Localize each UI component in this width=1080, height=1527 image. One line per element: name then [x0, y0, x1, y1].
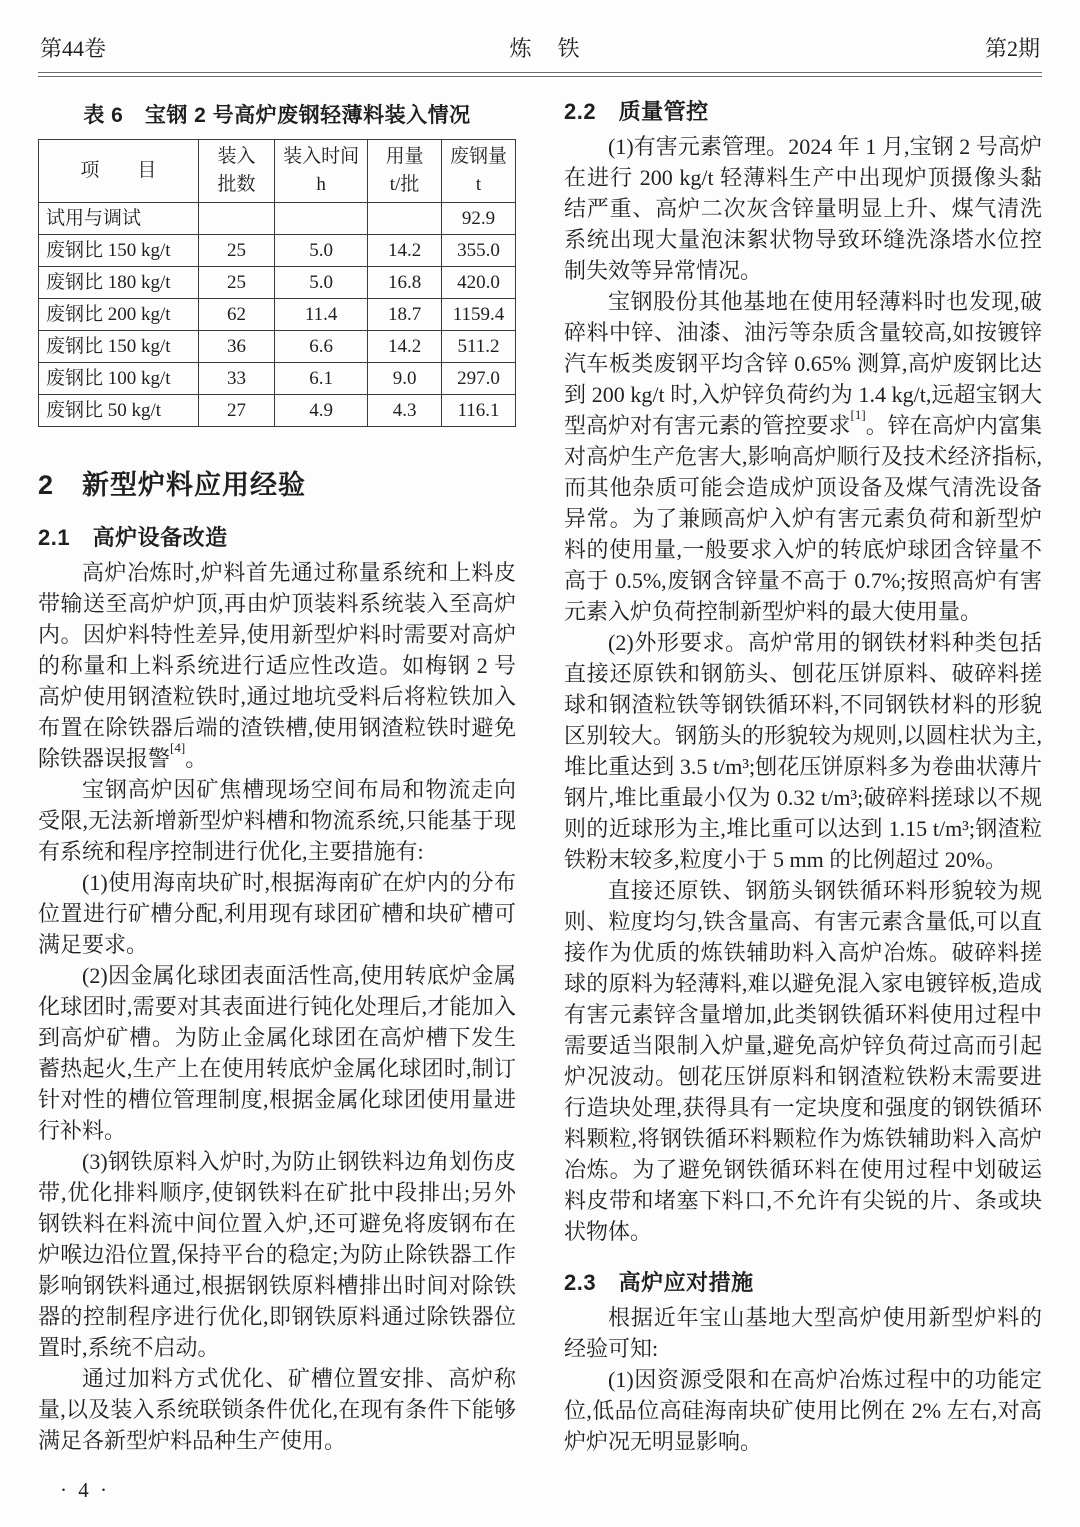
- table-cell: 9.0: [368, 363, 442, 395]
- two-column-body: [38, 83, 1042, 1457]
- row-label: 试用与调试: [39, 203, 199, 235]
- table-cell: 420.0: [442, 267, 516, 299]
- table-cell: 511.2: [442, 331, 516, 363]
- paragraph: (2)外形要求。高炉常用的钢铁材料种类包括直接还原铁和钢筋头、刨花压饼原料、破碎料搓球和钢渣粒铁等钢铁循环料,不同钢铁材料的形貌区别较大。钢筋头的形貌较为规则,以圆柱状为主,堆比重达到 3.5 t/m³;刨花压饼原料多为卷曲状薄片钢片,堆比重最小仅为 0.32 t/m³;破碎料搓球以不规则的近球形为主,堆比重可以达到 1.15 t/m³;钢渣粒铁粉末较多,粒度小于 5 mm 的比例超过 20%。: [564, 630, 1042, 872]
- paragraph: 根据近年宝山基地大型高炉使用新型炉料的经验可知:: [564, 1305, 1042, 1361]
- paragraph: 宝钢股份其他基地在使用轻薄料时也发现,破碎料中锌、油漆、油污等杂质含量较高,如按镀锌汽车板类废钢平均含锌 0.65% 测算,高炉废钢比达到 200 kg/t 时,入炉锌负荷约为 1.4 kg/t,远超宝钢大型高炉对有害元素的管控要求[1]。锌在高炉内富集对高炉生产危害大,影响高炉顺行及技术经济指标,而其他杂质可能会造成炉顶设备及煤气清洗设备异常。为了兼顾高炉入炉有害元素负荷和新型炉料的使用量,一般要求入炉的转底炉球团含锌量不高于 0.5%,废钢含锌量不高于 0.7%;按照高炉有害元素入炉负荷控制新型炉料的最大使用量。: [564, 289, 1042, 624]
- table-header: [39, 140, 516, 203]
- section-2-heading: 2 新型炉料应用经验: [38, 470, 307, 500]
- table-cell: 27: [198, 395, 274, 427]
- header-double-rule: [38, 72, 1042, 77]
- left-column: [38, 83, 516, 1457]
- table-body: [39, 203, 516, 427]
- issue-label: 第2期: [984, 36, 1040, 61]
- table-row: [39, 331, 516, 363]
- paragraph: (1)有害元素管理。2024 年 1 月,宝钢 2 号高炉在进行 200 kg/t 轻薄料生产中出现炉顶摄像头黏结严重、高炉二次灰含锌量明显上升、煤气清洗系统出现大量泡沫絮状物导致环缝洗涤塔水位控制失效等异常情况。: [564, 134, 1042, 283]
- table-row: [39, 203, 516, 235]
- table-cell: 36: [198, 331, 274, 363]
- paragraph: 宝钢高炉因矿焦槽现场空间布局和物流走向受限,无法新增新型炉料槽和物流系统,只能基于现有系统和程序控制进行优化,主要措施有:: [38, 777, 516, 864]
- paragraph: (1)因资源受限和在高炉冶炼过程中的功能定位,低品位高硅海南块矿使用比例在 2% 左右,对高炉炉况无明显影响。: [564, 1367, 1042, 1454]
- paragraph: 通过加料方式优化、矿槽位置安排、高炉称量,以及装入系统联锁条件优化,在现有条件下能够满足各新型炉料品种生产使用。: [38, 1366, 516, 1453]
- paragraph: (3)钢铁原料入炉时,为防止钢铁料边角划伤皮带,优化排料顺序,使钢铁料在矿批中段排出;另外钢铁料在料流中间位置入炉,还可避免将废钢布在炉喉边沿位置,保持平台的稳定;为防止除铁器工作影响钢铁料通过,根据钢铁原料槽排出时间对除铁器的控制程序进行优化,即钢铁原料通过除铁器位置时,系统不启动。: [38, 1149, 516, 1360]
- section-2-3-paragraphs: [564, 1302, 1042, 1457]
- table-cell: 92.9: [442, 203, 516, 235]
- table-row: [39, 299, 516, 331]
- table-cell: 18.7: [368, 299, 442, 331]
- reference-marker: [4]: [170, 739, 186, 755]
- table-cell: 5.0: [275, 267, 368, 299]
- paragraph: 直接还原铁、钢筋头钢铁循环料形貌较为规则、粒度均匀,铁含量高、有害元素含量低,可以直接作为优质的炼铁辅助料入高炉冶炼。破碎料搓球的原料为轻薄料,难以避免混入家电镀锌板,造成有害元素锌含量增加,此类钢铁循环料使用过程中需要适当限制入炉量,避免高炉锌负荷过高而引起炉况波动。刨花压饼原料和钢渣粒铁粉末需要进行造块处理,获得具有一定块度和强度的钢铁循环料颗粒,将钢铁循环料颗粒作为炼铁辅助料入高炉冶炼。为了避免钢铁循环料在使用过程中划破运料皮带和堵塞下料口,不允许有尖锐的片、条或块状物体。: [564, 878, 1042, 1244]
- table-cell: 16.8: [368, 267, 442, 299]
- running-header: [38, 32, 1042, 72]
- table-cell: 14.2: [368, 331, 442, 363]
- reference-marker: [1]: [850, 406, 866, 422]
- table-cell: 297.0: [442, 363, 516, 395]
- table-cell: 14.2: [368, 235, 442, 267]
- table-cell: [368, 203, 442, 235]
- paragraph: (1)使用海南块矿时,根据海南矿在炉内的分布位置进行矿槽分配,利用现有球团矿槽和块矿槽可满足要求。: [38, 870, 516, 957]
- row-label: 废钢比 100 kg/t: [39, 363, 199, 395]
- paragraph: (2)因金属化球团表面活性高,使用转底炉金属化球团时,需要对其表面进行钝化处理后,才能加入到高炉矿槽。为防止金属化球团在高炉槽下发生蓄热起火,生产上在使用转底炉金属化球团时,制订针对性的槽位管理制度,根据金属化球团使用量进行补料。: [38, 963, 516, 1143]
- table-cell: 355.0: [442, 235, 516, 267]
- row-label: 废钢比 180 kg/t: [39, 267, 199, 299]
- table-cell: 4.9: [275, 395, 368, 427]
- row-label: 废钢比 200 kg/t: [39, 299, 199, 331]
- right-column: [564, 83, 1042, 1457]
- section-2-1-paragraphs: [38, 557, 516, 1456]
- section-2-2-paragraphs: [564, 131, 1042, 1247]
- scrap-loading-table: [38, 139, 516, 427]
- table-caption: 表 6 宝钢 2 号高炉废钢轻薄料装入情况: [83, 104, 471, 127]
- section-2-3-heading: 2.3 高炉应对措施: [564, 1270, 754, 1295]
- table-cell: 4.3: [368, 395, 442, 427]
- paragraph: 高炉冶炼时,炉料首先通过称量系统和上料皮带输送至高炉炉顶,再由炉顶装料系统装入至高炉内。因炉料特性差异,使用新型炉料时需要对高炉的称量和上料系统进行适应性改造。如梅钢 2 号高炉使用钢渣粒铁时,通过地坑受料后将粒铁加入布置在除铁器后端的渣铁槽,使用钢渣粒铁时避免除铁器误报警[4]。: [38, 560, 516, 771]
- section-2-2-heading: 2.2 质量管控: [564, 99, 709, 124]
- table-cell: 33: [198, 363, 274, 395]
- volume-label: 第44卷: [40, 36, 107, 61]
- journal-title: 炼 铁: [509, 36, 582, 61]
- table-cell: [275, 203, 368, 235]
- table-cell: 5.0: [275, 235, 368, 267]
- table-row: [39, 363, 516, 395]
- table-cell: 11.4: [275, 299, 368, 331]
- table-cell: 1159.4: [442, 299, 516, 331]
- table-cell: 6.1: [275, 363, 368, 395]
- column-header: 用量 t/批: [368, 140, 442, 203]
- table-row: [39, 267, 516, 299]
- table-row: [39, 395, 516, 427]
- table-cell: 25: [198, 267, 274, 299]
- table-cell: 62: [198, 299, 274, 331]
- table-row: [39, 235, 516, 267]
- column-header: 装入时间 h: [275, 140, 368, 203]
- column-header: 项 目: [39, 140, 199, 203]
- section-2-1-heading: 2.1 高炉设备改造: [38, 525, 228, 550]
- table-cell: 6.6: [275, 331, 368, 363]
- page-number: · 4 ·: [60, 1478, 110, 1502]
- header-row: [39, 140, 516, 203]
- table-cell: [198, 203, 274, 235]
- table-cell: 116.1: [442, 395, 516, 427]
- row-label: 废钢比 50 kg/t: [39, 395, 199, 427]
- row-label: 废钢比 150 kg/t: [39, 331, 199, 363]
- row-label: 废钢比 150 kg/t: [39, 235, 199, 267]
- table-cell: 25: [198, 235, 274, 267]
- column-header: 装入 批数: [198, 140, 274, 203]
- column-header: 废钢量 t: [442, 140, 516, 203]
